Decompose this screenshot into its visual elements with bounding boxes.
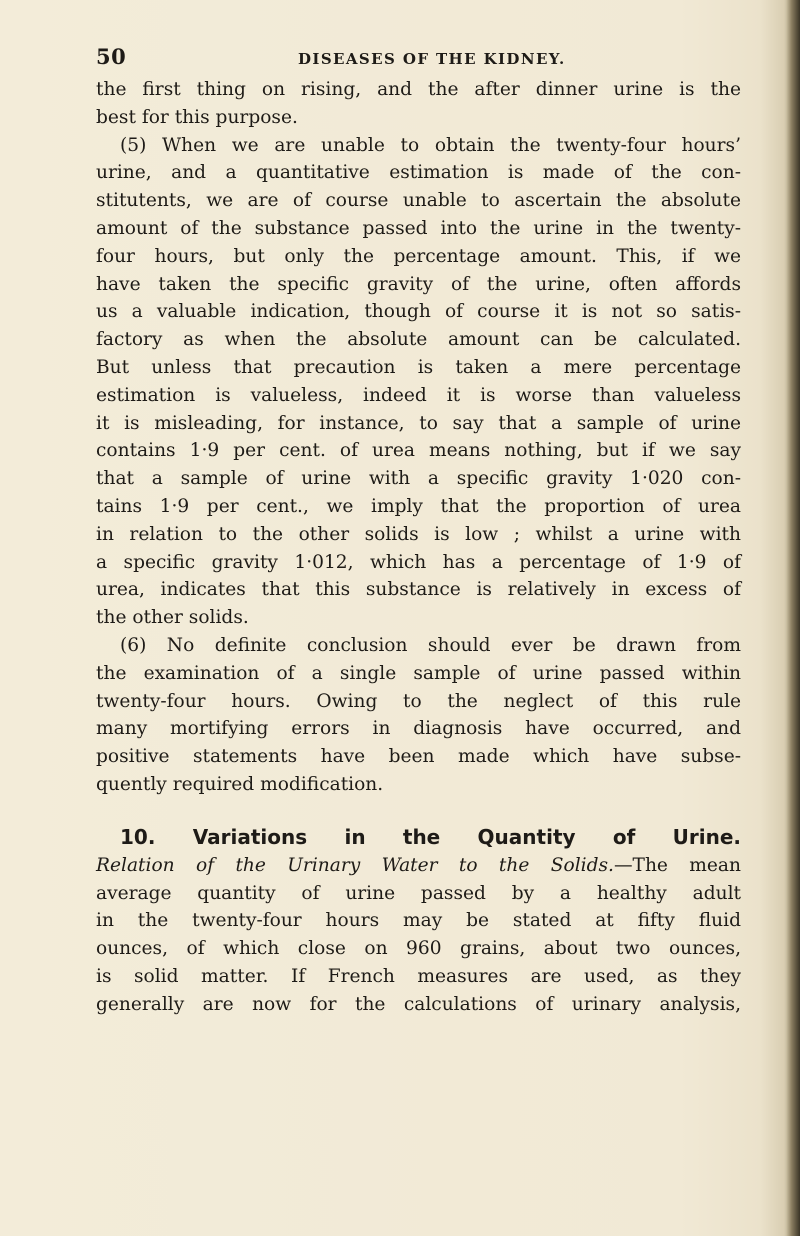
- text-line: many mortifying errors in diagnosis have occurred, and: [96, 718, 741, 740]
- text-line: the examination of a single sample of urine passed within: [96, 662, 741, 684]
- text-line: twenty-four hours. Owing to the neglect of this rule: [96, 690, 741, 712]
- text-line: amount of the substance passed into the urine in the twenty-: [96, 217, 741, 239]
- text-line: urea, indicates that this substance is relatively in excess of: [96, 579, 741, 601]
- running-head: [96, 44, 756, 74]
- text-line: generally are now for the calculations of urinary analysis,: [96, 993, 741, 1015]
- text-line: estimation is valueless, indeed it is worse than valueless: [96, 384, 741, 406]
- running-head-title: DISEASES OF THE KIDNEY.: [298, 50, 566, 68]
- text-line: factory as when the absolute amount can be calculated.: [96, 329, 741, 351]
- text-line: positive statements have been made which have subse-: [96, 746, 741, 768]
- text-line: best for this purpose.: [96, 106, 298, 128]
- text-line: have taken the specific gravity of the urine, often affords: [96, 273, 741, 295]
- text-line: (5) When we are unable to obtain the twenty-four hours’: [120, 134, 741, 156]
- section-subheading: Relation of the Urinary Water to the Solids.: [96, 854, 614, 876]
- text-line-rest: —The mean: [613, 854, 741, 876]
- text-line: quently required modification.: [96, 773, 384, 795]
- text-line: it is misleading, for instance, to say that a sample of urine: [96, 412, 741, 434]
- text-line: urine, and a quantitative estimation is made of the con-: [96, 162, 741, 184]
- section-heading: 10. Variations in the Quantity of Urine.: [120, 824, 741, 849]
- page-number: 50: [96, 44, 127, 69]
- text-line: contains 1·9 per cent. of urea means nothing, but if we say: [96, 440, 741, 462]
- text-line: ounces, of which close on 960 grains, about two ounces,: [96, 938, 741, 960]
- section-gap: [96, 799, 741, 822]
- text-line: But unless that precaution is taken a mere percentage: [96, 356, 741, 378]
- text-line: (6) No definite conclusion should ever be drawn from: [120, 634, 741, 656]
- text-line: that a sample of urine with a specific gravity 1·020 con-: [96, 468, 741, 490]
- text-line: [96, 852, 741, 880]
- text-line: us a valuable indication, though of course it is not so satis-: [96, 301, 741, 323]
- text-line: in relation to the other solids is low ; whilst a urine with: [96, 523, 741, 545]
- text-line: is solid matter. If French measures are used, as they: [96, 965, 741, 987]
- text-line: stitutents, we are of course unable to ascertain the absolute: [96, 190, 741, 212]
- text-line: a specific gravity 1·012, which has a percentage of 1·9 of: [96, 551, 741, 573]
- text-line: average quantity of urine passed by a healthy adult: [96, 882, 741, 904]
- text-line: the first thing on rising, and the after dinner urine is the: [96, 79, 741, 100]
- text-line: tains 1·9 per cent., we imply that the proportion of urea: [96, 495, 741, 517]
- text-line: in the twenty-four hours may be stated at fifty fluid: [96, 910, 741, 932]
- text-line: the other solids.: [96, 607, 249, 629]
- book-binding-edge: [786, 0, 800, 1236]
- text-line: four hours, but only the percentage amount. This, if we: [96, 245, 741, 267]
- body-text: [96, 76, 741, 1019]
